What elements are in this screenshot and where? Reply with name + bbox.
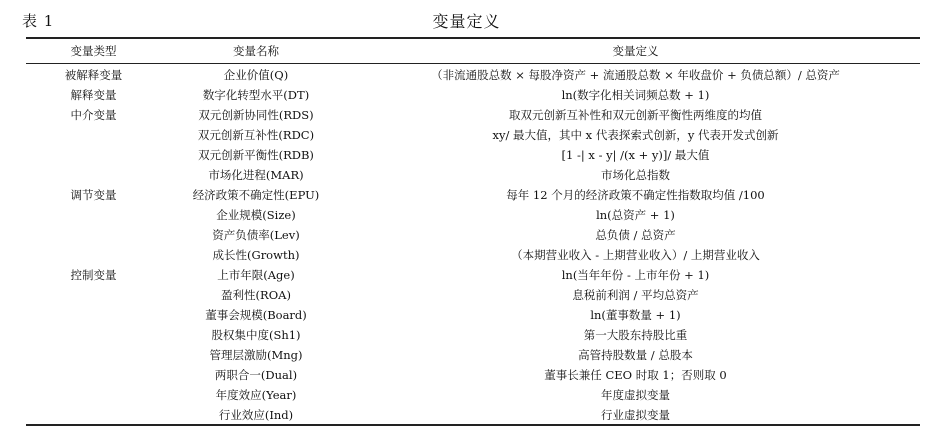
cell-name: 上市年限(Age) bbox=[217, 268, 295, 282]
cell-name: 两职合一(Dual) bbox=[214, 368, 298, 382]
cell-definition: 董事长兼任 CEO 时取 1；否则取 0 bbox=[544, 368, 727, 382]
cell-definition: （非流通股总数 × 每股净资产 + 流通股总数 × 年收盘价 + 负债总额）/ 总资产 bbox=[431, 68, 840, 82]
cell-name: 数字化转型水平(DT) bbox=[202, 88, 310, 102]
cell-definition: ln(董事数量 + 1) bbox=[590, 308, 681, 322]
header-rule bbox=[26, 63, 920, 64]
cell-definition: 每年 12 个月的经济政策不确定性指数取均值 /100 bbox=[506, 188, 765, 202]
table-row bbox=[26, 145, 920, 165]
cell-definition: 行业虚拟变量 bbox=[601, 408, 670, 422]
table-row bbox=[26, 105, 920, 125]
table-label: 表 1 bbox=[22, 12, 55, 30]
table-row bbox=[26, 65, 920, 85]
table-row bbox=[26, 265, 920, 285]
cell-name: 企业价值(Q) bbox=[223, 68, 289, 82]
cell-definition: 市场化总指数 bbox=[601, 168, 670, 182]
header-variable-name: 变量名称 bbox=[233, 44, 279, 58]
top-rule bbox=[26, 37, 920, 39]
table-row bbox=[26, 185, 920, 205]
cell-name: 管理层激励(Mng) bbox=[209, 348, 303, 362]
cell-name: 市场化进程(MAR) bbox=[208, 168, 304, 182]
cell-definition: 第一大股东持股比重 bbox=[583, 328, 688, 342]
cell-name: 资产负债率(Lev) bbox=[212, 228, 300, 242]
table-row bbox=[26, 405, 920, 425]
table-row bbox=[26, 305, 920, 325]
cell-definition: 取双元创新互补性和双元创新平衡性两维度的均值 bbox=[509, 108, 762, 122]
table-row bbox=[26, 245, 920, 265]
table-header bbox=[26, 40, 920, 62]
cell-definition: [1 -| x - y| /(x + y)]/ 最大值 bbox=[561, 148, 710, 162]
cell-name: 行业效应(Ind) bbox=[218, 408, 294, 422]
table-row bbox=[26, 85, 920, 105]
table-title: 变量定义 bbox=[432, 12, 501, 31]
cell-type: 控制变量 bbox=[70, 268, 117, 282]
cell-definition: 年度虚拟变量 bbox=[601, 388, 670, 402]
cell-name: 年度效应(Year) bbox=[215, 388, 297, 402]
table-row bbox=[26, 345, 920, 365]
table-body bbox=[0, 65, 894, 425]
cell-name: 成长性(Growth) bbox=[212, 248, 300, 262]
table-row bbox=[26, 165, 920, 185]
cell-type: 解释变量 bbox=[70, 88, 117, 102]
bottom-rule bbox=[26, 424, 920, 426]
cell-definition: 高管持股数量 / 总股本 bbox=[578, 348, 693, 362]
cell-name: 经济政策不确定性(EPU) bbox=[192, 188, 320, 202]
cell-name: 董事会规模(Board) bbox=[205, 308, 307, 322]
table-row bbox=[26, 125, 920, 145]
cell-type: 被解释变量 bbox=[64, 68, 123, 82]
cell-definition: 息税前利润 / 平均总资产 bbox=[572, 288, 699, 302]
cell-definition: xy/ 最大值，其中 x 代表探索式创新，y 代表开发式创新 bbox=[492, 128, 779, 142]
cell-name: 双元创新平衡性(RDB) bbox=[198, 148, 314, 162]
header-variable-definition: 变量定义 bbox=[612, 44, 659, 58]
table-row bbox=[26, 365, 920, 385]
cell-name: 双元创新协同性(RDS) bbox=[198, 108, 314, 122]
cell-type: 调节变量 bbox=[70, 188, 117, 202]
cell-definition: 总负债 / 总资产 bbox=[595, 228, 676, 242]
table-row bbox=[26, 205, 920, 225]
cell-definition: ln(当年年份 - 上市年份 + 1) bbox=[561, 268, 710, 282]
cell-definition: （本期营业收入 - 上期营业收入）/ 上期营业收入 bbox=[511, 248, 760, 262]
cell-type: 中介变量 bbox=[70, 108, 117, 122]
header-variable-type: 变量类型 bbox=[70, 44, 117, 58]
cell-name: 双元创新互补性(RDC) bbox=[197, 128, 315, 142]
table-row bbox=[26, 325, 920, 345]
table-row bbox=[26, 225, 920, 245]
cell-definition: ln(数字化相关词频总数 + 1) bbox=[561, 88, 710, 102]
table-row bbox=[26, 285, 920, 305]
cell-name: 企业规模(Size) bbox=[216, 208, 296, 222]
cell-definition: ln(总资产 + 1) bbox=[596, 208, 675, 222]
table-row bbox=[26, 385, 920, 405]
cell-name: 股权集中度(Sh1) bbox=[211, 328, 301, 342]
cell-name: 盈利性(ROA) bbox=[221, 288, 291, 302]
